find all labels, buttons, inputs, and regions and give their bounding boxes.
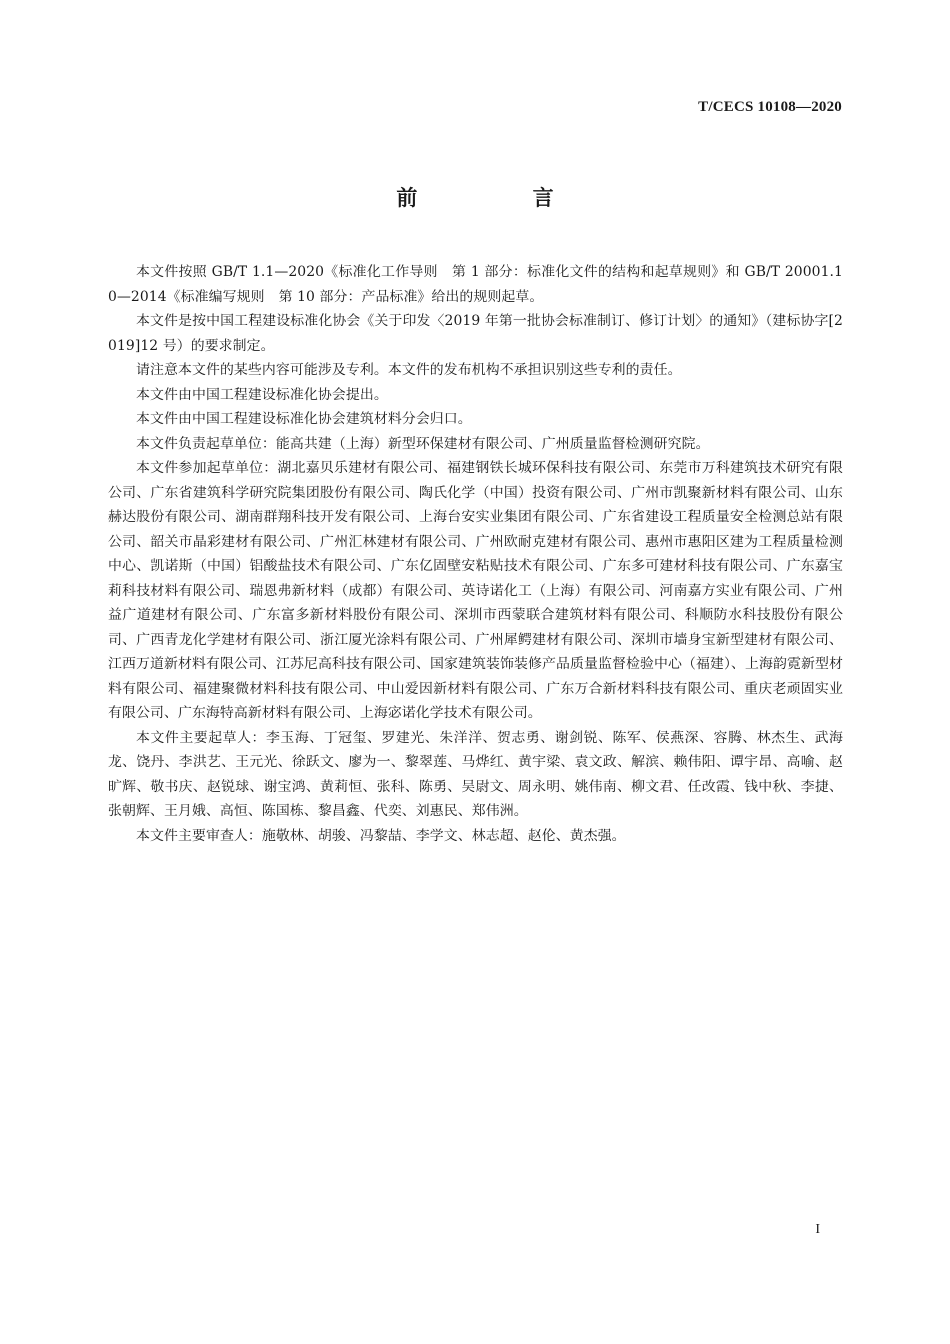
- paragraph-drafting-rules: 本文件按照 GB/T 1.1—2020《标准化工作导则 第 1 部分：标准化文件的结构和起草规则》和 GB/T 20001.10—2014《标准编写规则 第 10 部分：产品标准》给出的规则起草。: [108, 264, 843, 305]
- standard-number: T/CECS 10108—2020: [698, 99, 842, 115]
- page-number: I: [815, 1222, 820, 1237]
- paragraph-patent-notice: 请注意本文件的某些内容可能涉及专利。本文件的发布机构不承担识别这些专利的责任。: [136, 362, 682, 378]
- foreword-body: [108, 260, 843, 848]
- paragraph-centralized-management: 本文件由中国工程建设标准化协会建筑材料分会归口。: [136, 411, 472, 427]
- paragraph-basis: 本文件是按中国工程建设标准化协会《关于印发〈2019 年第一批协会标准制订、修订计划〉的通知》（建标协字[2019]12 号）的要求制定。: [108, 313, 843, 354]
- page-title: 前 言: [396, 186, 608, 210]
- paragraph-main-reviewers: 本文件主要审查人：施敬林、胡骏、冯黎喆、李学文、林志超、赵伦、黄杰强。: [136, 827, 626, 844]
- paragraph-main-drafters: 本文件主要起草人：李玉海、丁冠玺、罗建光、朱洋洋、贺志勇、谢剑锐、陈军、侯燕深、容腾、林杰生、武海龙、饶丹、李洪艺、王元光、徐跃文、廖为一、黎翠莲、马烨红、黄宇梁、袁文政、解滨、赖伟阳、谭宇昂、高喻、赵旷辉、敬书庆、赵锐球、谢宝鸿、黄莉恒、张科、陈勇、吴尉文、周永明、姚伟南、柳文君、任改霞、钱中秋、李捷、张朝辉、王月娥、高恒、陈国栋、黎昌鑫、代奕、刘惠民、郑伟洲。: [108, 729, 843, 819]
- paragraph-participating-units: 本文件参加起草单位：湖北嘉贝乐建材有限公司、福建钢铁长城环保科技有限公司、东莞市万科建筑技术研究有限公司、广东省建筑科学研究院集团股份有限公司、陶氏化学（中国）投资有限公司、广州市凯聚新材料有限公司、山东赫达股份有限公司、湖南群翔科技开发有限公司、上海台安实业集团有限公司、广东省建设工程质量安全检测总站有限公司、韶关市晶彩建材有限公司、广州汇林建材有限公司、广州欧耐克建材有限公司、惠州市惠阳区建为工程质量检测中心、凯诺斯（中国）铝酸盐技术有限公司、广东亿固壁安粘贴技术有限公司、广东多可建材科技有限公司、广东嘉宝莉科技材料有限公司、瑞恩弗新材料（成都）有限公司、英诗诺化工（上海）有限公司、河南嘉方实业有限公司、广州益广道建材有限公司、广东富多新材料股份有限公司、深圳市西蒙联合建筑材料有限公司、科顺防水科技股份有限公司、广西青龙化学建材有限公司、浙江厦光涂料有限公司、广州犀鳄建材有限公司、深圳市墙身宝新型建材有限公司、江西万道新材料有限公司、江苏尼高科技有限公司、国家建筑装饰装修产品质量监督检验中心（福建）、上海韵霓新型材料有限公司、福建聚微材料科技有限公司、中山爱因新材料有限公司、广东万合新材料科技有限公司、重庆老顽固实业有限公司、广东海特高新材料有限公司、上海宓诺化学技术有限公司。: [108, 460, 843, 721]
- paragraph-proposer: 本文件由中国工程建设标准化协会提出。: [136, 386, 388, 403]
- paragraph-lead-drafting-units: 本文件负责起草单位：能高共建（上海）新型环保建材有限公司、广州质量监督检测研究院。: [136, 435, 710, 452]
